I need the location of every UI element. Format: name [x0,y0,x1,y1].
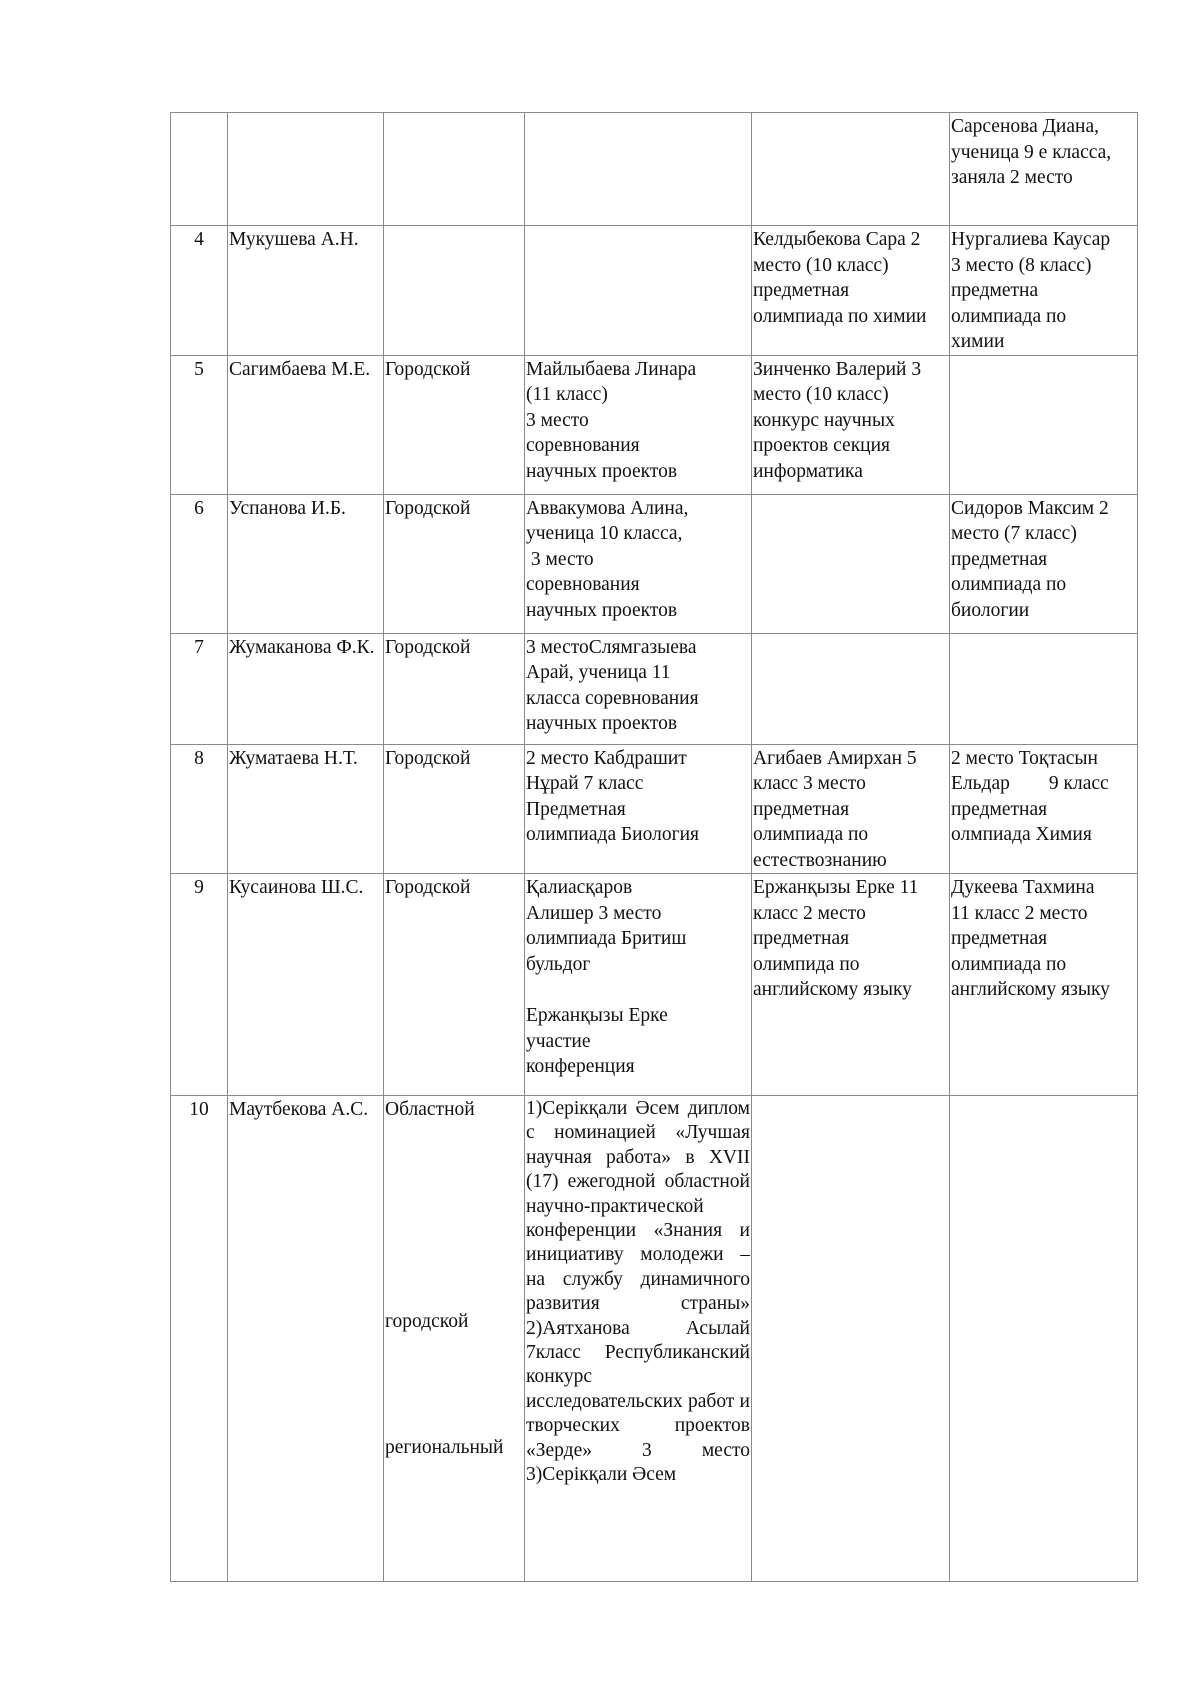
teacher-name [228,1096,384,1582]
results-table [170,112,1138,1582]
text-line: предметная [951,798,1048,820]
row-number [171,744,228,874]
other-results [950,1096,1138,1582]
other-results [950,494,1138,633]
teacher-name-text: Маутбекова А.С. [229,1099,369,1120]
text-line: олимпиада по [951,305,1067,327]
olympiad-results [752,226,950,356]
row-number-text: 5 [194,358,204,380]
text-line: ученица 9 е класса, [951,141,1112,163]
city-results [525,1096,752,1582]
text-line: предметная [753,280,850,301]
competition-level-text: Городской [385,747,471,769]
competition-level-text: Городской [385,497,471,519]
table-row [171,633,1138,744]
text-line: Агибаев Амирхан 5 [753,747,917,769]
text-line: предметная [753,798,850,820]
table-body [171,113,1138,1582]
text-line: информатика [753,460,863,482]
text-line: ученица 10 класса, [526,523,683,544]
text-line: Зинченко Валерий 3 [753,358,922,380]
teacher-name [228,226,384,356]
olympiad-results [752,355,950,494]
text-line: место (10 класс) [753,254,889,276]
row-number-text: 10 [189,1099,209,1120]
city-results [525,744,752,874]
row-number-text: 6 [194,497,204,519]
text-line: 2 место Тоқтасын [951,747,1098,769]
olympiad-results [752,494,950,633]
text-line: предметная [753,928,850,949]
text-line: английскому языку [753,979,912,1000]
olympiad-results [752,744,950,874]
text-line: олимпиада по [951,953,1067,975]
text-line: Арай, ученица 11 [526,662,671,683]
teacher-name [228,355,384,494]
competition-level [384,226,525,356]
table-row [171,1096,1138,1582]
text-line: предметная [951,928,1048,949]
text-line: Майлыбаева Линара [526,358,697,380]
competition-level [384,633,525,744]
competition-level-text: Городской [385,877,471,898]
text-line: соревнования [526,435,640,456]
competition-level [384,494,525,633]
text-line: олимпиада по химии [753,305,927,327]
teacher-name-text: Мукушева А.Н. [229,229,359,250]
other-results [950,355,1138,494]
text-line: место (7 класс) [951,523,1077,544]
table-row [171,744,1138,874]
city-results [525,226,752,356]
table-row [171,874,1138,1096]
text-line: Қалиасқаров [526,877,633,898]
teacher-name [228,633,384,744]
results-paragraph: 1)Серікқали Әсем диплом с номинацией «Лучшая научная работа» в XVII (17) ежегодной областной научно-практической конференции «Знания и инициативу молодежи – на службу динамичного развития страны» 2)Аятханова Асылай 7класс Республиканский конкурс исследовательских работ и творческих проектов «Зерде» 3 место 3)Серікқали Әсем [526,1098,750,1486]
teacher-name-text: Жумаканова Ф.К. [229,636,375,658]
level-label: городской [385,1311,469,1332]
table-row [171,113,1138,226]
row-number [171,494,228,633]
text-line: конкурс научных [753,409,895,431]
text-line: Ельдар 9 класс [951,773,1109,794]
teacher-name [228,113,384,226]
text-line: научных проектов [526,460,678,482]
text-line: Алишер 3 место [526,902,662,924]
text-line: Сарсенова Диана, [951,116,1099,137]
olympiad-results [752,633,950,744]
text-line: олимпиада по [951,574,1067,595]
text-line: английскому языку [951,979,1110,1000]
city-results [525,355,752,494]
text-line: Дукеева Тахмина [951,877,1095,898]
text-line: олимпида по [753,953,860,975]
text-line: 3 место [526,409,589,431]
text-line: предметна [951,280,1039,301]
competition-level [384,1096,525,1582]
table-row [171,355,1138,494]
teacher-name [228,744,384,874]
text-line: участие [526,1030,591,1052]
table-row [171,494,1138,633]
olympiad-results [752,874,950,1096]
row-number-text: 9 [194,877,204,898]
level-label: региональный [385,1437,504,1458]
text-line: класса соревнования [526,687,699,709]
teacher-name-text: Сагимбаева М.Е. [229,358,371,380]
other-results [950,633,1138,744]
table-row [171,226,1138,356]
text-line: 3 местоСлямгазыева [526,636,697,658]
row-number-text: 4 [194,229,204,250]
text-line: соревнования [526,574,640,595]
other-results [950,874,1138,1096]
text-line: Сидоров Максим 2 [951,497,1109,519]
text-line: научных проектов [526,599,678,621]
text-line: научных проектов [526,713,678,734]
other-results [950,744,1138,874]
olympiad-results [752,113,950,226]
text-line: проектов секция [753,435,891,456]
text-line: Келдыбекова Сара 2 [753,229,921,250]
text-line: 11 класс 2 место [951,902,1088,924]
text-line: Нұрай 7 класс [526,773,644,794]
text-line: олимпиада Бритиш [526,928,687,949]
text-line: место (10 класс) [753,384,889,405]
competition-level [384,113,525,226]
text-line: класс 2 место [753,902,866,924]
competition-level-text: Городской [385,358,471,380]
text-line: Ержанқызы Ерке 11 [753,877,919,898]
text-line: предметная [951,548,1048,570]
text-line: олмпиада Химия [951,824,1092,845]
text-line: (11 класс) [526,384,608,405]
level-label: Областной [385,1099,475,1120]
other-results [950,226,1138,356]
text-line: Нургалиева Каусар [951,229,1111,250]
other-results [950,113,1138,226]
row-number [171,113,228,226]
teacher-name [228,494,384,633]
text-line: Предметная [526,798,626,820]
text-line: естествознанию [753,849,887,871]
text-line: химии [951,331,1005,352]
text-line [526,977,750,1003]
city-results [525,633,752,744]
city-results [525,113,752,226]
competition-level [384,744,525,874]
competition-level [384,874,525,1096]
text-line: олимпиада по [753,824,869,845]
olympiad-results [752,1096,950,1582]
row-number [171,874,228,1096]
competition-level-text: Городской [385,636,471,658]
text-line: конференция [526,1056,635,1077]
competition-level [384,355,525,494]
row-number [171,355,228,494]
text-line: 3 место (8 класс) [951,254,1092,276]
row-number-text: 7 [194,636,204,658]
text-line: биологии [951,599,1030,621]
row-number [171,226,228,356]
text-line: олимпиада Биология [526,824,699,845]
city-results [525,494,752,633]
teacher-name [228,874,384,1096]
text-line: класс 3 место [753,773,866,794]
row-number [171,633,228,744]
text-line: бульдог [526,953,591,975]
city-results [525,874,752,1096]
teacher-name-text: Жуматаева Н.Т. [229,747,358,769]
text-line: 3 место [526,548,594,570]
row-number [171,1096,228,1582]
text-line: Аввакумова Алина, [526,497,689,519]
teacher-name-text: Кусаинова Ш.С. [229,877,364,898]
text-line: заняла 2 место [951,167,1073,188]
row-number-text: 8 [194,747,204,769]
text-line: 2 место Кабдрашит [526,747,687,769]
text-line: Ержанқызы Ерке [526,1005,668,1026]
teacher-name-text: Успанова И.Б. [229,497,346,519]
